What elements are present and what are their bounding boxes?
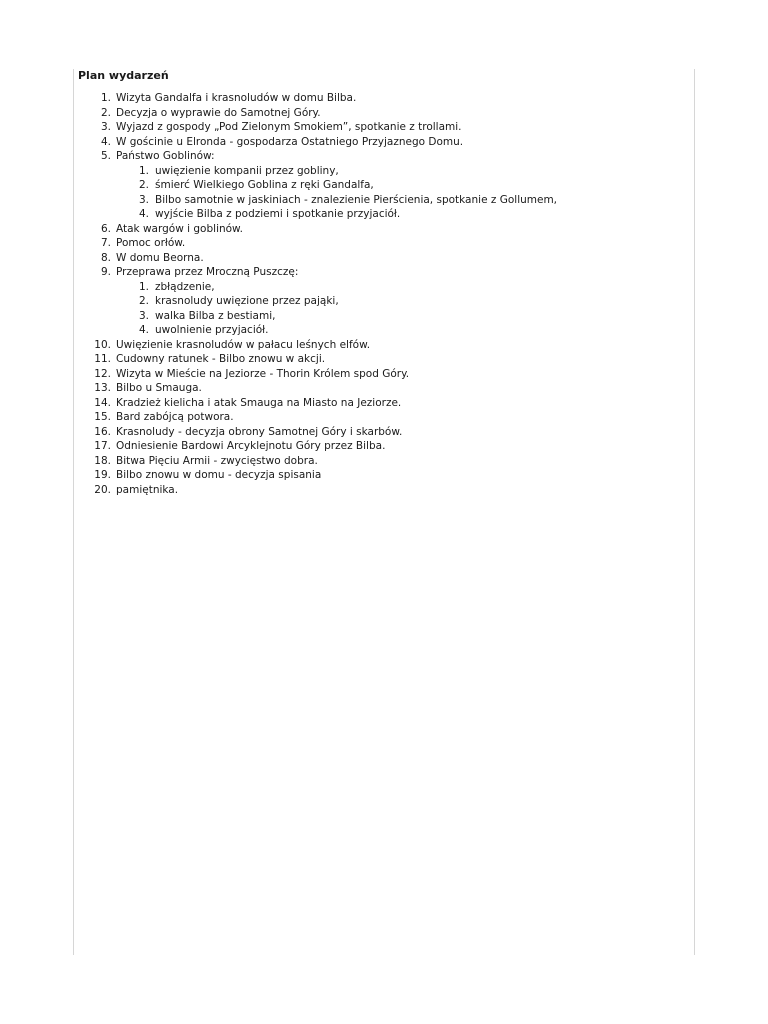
list-item-text: wyjście Bilba z podziemi i spotkanie przyjaciół. — [155, 208, 401, 220]
list-item-text: Wizyta w Mieście na Jeziorze - Thorin Królem spod Góry. — [116, 367, 410, 380]
list-item-text: pamiętnika. — [116, 483, 179, 496]
list-item-number: 17. — [94, 440, 111, 452]
list-item-number: 18. — [94, 454, 111, 467]
list-item-number: 3. — [100, 121, 111, 133]
sub-list-item — [78, 164, 690, 179]
list-item-text: Państwo Goblinów: — [116, 150, 215, 162]
list-item-text: Decyzja o wyprawie do Samotnej Góry. — [116, 106, 321, 119]
list-item — [78, 149, 690, 164]
list-item — [78, 425, 690, 440]
list-item-text: krasnoludy uwięzione przez pająki, — [155, 295, 339, 307]
list-item-text: Cudowny ratunek - Bilbo znowu w akcji. — [116, 353, 326, 365]
list-item-text: Bilbo znowu w domu - decyzja spisania — [116, 469, 322, 481]
list-item-text: śmierć Wielkiego Goblina z ręki Gandalfa, — [155, 179, 374, 191]
list-item — [78, 410, 690, 425]
list-item-number: 19. — [94, 469, 111, 481]
list-item-number: 14. — [94, 396, 111, 409]
list-item-text: Wizyta Gandalfa i krasnoludów w domu Bilba. — [116, 92, 357, 104]
sub-list-item — [78, 193, 690, 208]
sub-list-item — [78, 323, 690, 338]
sub-list-item — [78, 207, 690, 222]
list-item-text: W domu Beorna. — [116, 251, 204, 264]
list-item-text: Bitwa Pięciu Armii - zwycięstwo dobra. — [116, 454, 318, 467]
sub-list — [78, 164, 690, 222]
sub-list-item — [78, 178, 690, 193]
list-item-text: Krasnoludy - decyzja obrony Samotnej Góry i skarbów. — [116, 425, 403, 438]
list-item-number: 16. — [94, 425, 111, 438]
list-item — [78, 222, 690, 237]
list-item — [78, 120, 690, 135]
list-item-number: 12. — [94, 367, 111, 380]
sub-list-item — [78, 280, 690, 295]
list-item — [78, 106, 690, 121]
list-item-text: uwolnienie przyjaciół. — [155, 324, 269, 336]
document-page — [73, 69, 695, 955]
list-item-number: 6. — [100, 222, 111, 235]
list-item-text: Bilbo u Smauga. — [116, 382, 202, 394]
list-item-number: 7. — [100, 237, 111, 249]
list-item-text: Odniesienie Bardowi Arcyklejnotu Góry przez Bilba. — [116, 440, 386, 452]
list-item-text: Przeprawa przez Mroczną Puszczę: — [116, 266, 299, 278]
sub-list-item — [78, 309, 690, 324]
list-item-text: W gościnie u Elronda - gospodarza Ostatniego Przyjaznego Domu. — [116, 135, 464, 148]
document-title: Plan wydarzeń — [78, 69, 169, 82]
list-item — [78, 135, 690, 150]
events-list — [78, 91, 690, 497]
list-item-number: 5. — [100, 150, 111, 162]
list-item-number: 8. — [100, 251, 111, 264]
list-item-number: 4. — [138, 208, 149, 220]
list-item — [78, 251, 690, 266]
list-item — [78, 236, 690, 251]
list-item-text: Pomoc orłów. — [116, 237, 186, 249]
list-item — [78, 468, 690, 483]
list-item-text: Wyjazd z gospody „Pod Zielonym Smokiem”, spotkanie z trollami. — [116, 121, 462, 133]
list-item — [78, 396, 690, 411]
list-item — [78, 338, 690, 353]
list-item-text: Kradzież kielicha i atak Smauga na Miasto na Jeziorze. — [116, 396, 402, 409]
list-item — [78, 91, 690, 106]
document-content — [78, 69, 690, 497]
list-item-number: 2. — [138, 295, 149, 307]
list-item — [78, 265, 690, 280]
list-item-number: 4. — [100, 135, 111, 148]
list-item-number: 1. — [138, 164, 149, 177]
list-item-number: 10. — [94, 338, 111, 351]
list-item-text: Bilbo samotnie w jaskiniach - znalezienie Pierścienia, spotkanie z Gollumem, — [155, 193, 558, 206]
list-item-number: 11. — [94, 353, 111, 365]
list-item — [78, 439, 690, 454]
list-item-text: Uwięzienie krasnoludów w pałacu leśnych elfów. — [116, 338, 371, 351]
list-item — [78, 454, 690, 469]
list-item-number: 3. — [138, 309, 149, 322]
list-item-number: 1. — [138, 280, 149, 293]
list-item-text: Atak wargów i goblinów. — [116, 222, 244, 235]
list-item-number: 13. — [94, 382, 111, 394]
list-item-number: 1. — [100, 92, 111, 104]
list-item — [78, 483, 690, 498]
sub-list-item — [78, 294, 690, 309]
list-item-number: 15. — [94, 411, 111, 423]
list-item-number: 20. — [94, 483, 111, 496]
list-item-number: 2. — [138, 179, 149, 191]
list-item-text: uwięzienie kompanii przez gobliny, — [155, 164, 339, 177]
list-item — [78, 367, 690, 382]
list-item — [78, 381, 690, 396]
list-item-text: zbłądzenie, — [155, 280, 215, 293]
list-item-number: 3. — [138, 193, 149, 206]
main-list — [78, 91, 690, 497]
list-item-number: 2. — [100, 106, 111, 119]
list-item-number: 9. — [100, 266, 111, 278]
list-item — [78, 352, 690, 367]
list-item-text: walka Bilba z bestiami, — [155, 309, 276, 322]
sub-list — [78, 280, 690, 338]
list-item-text: Bard zabójcą potwora. — [116, 411, 234, 423]
list-item-number: 4. — [138, 324, 149, 336]
